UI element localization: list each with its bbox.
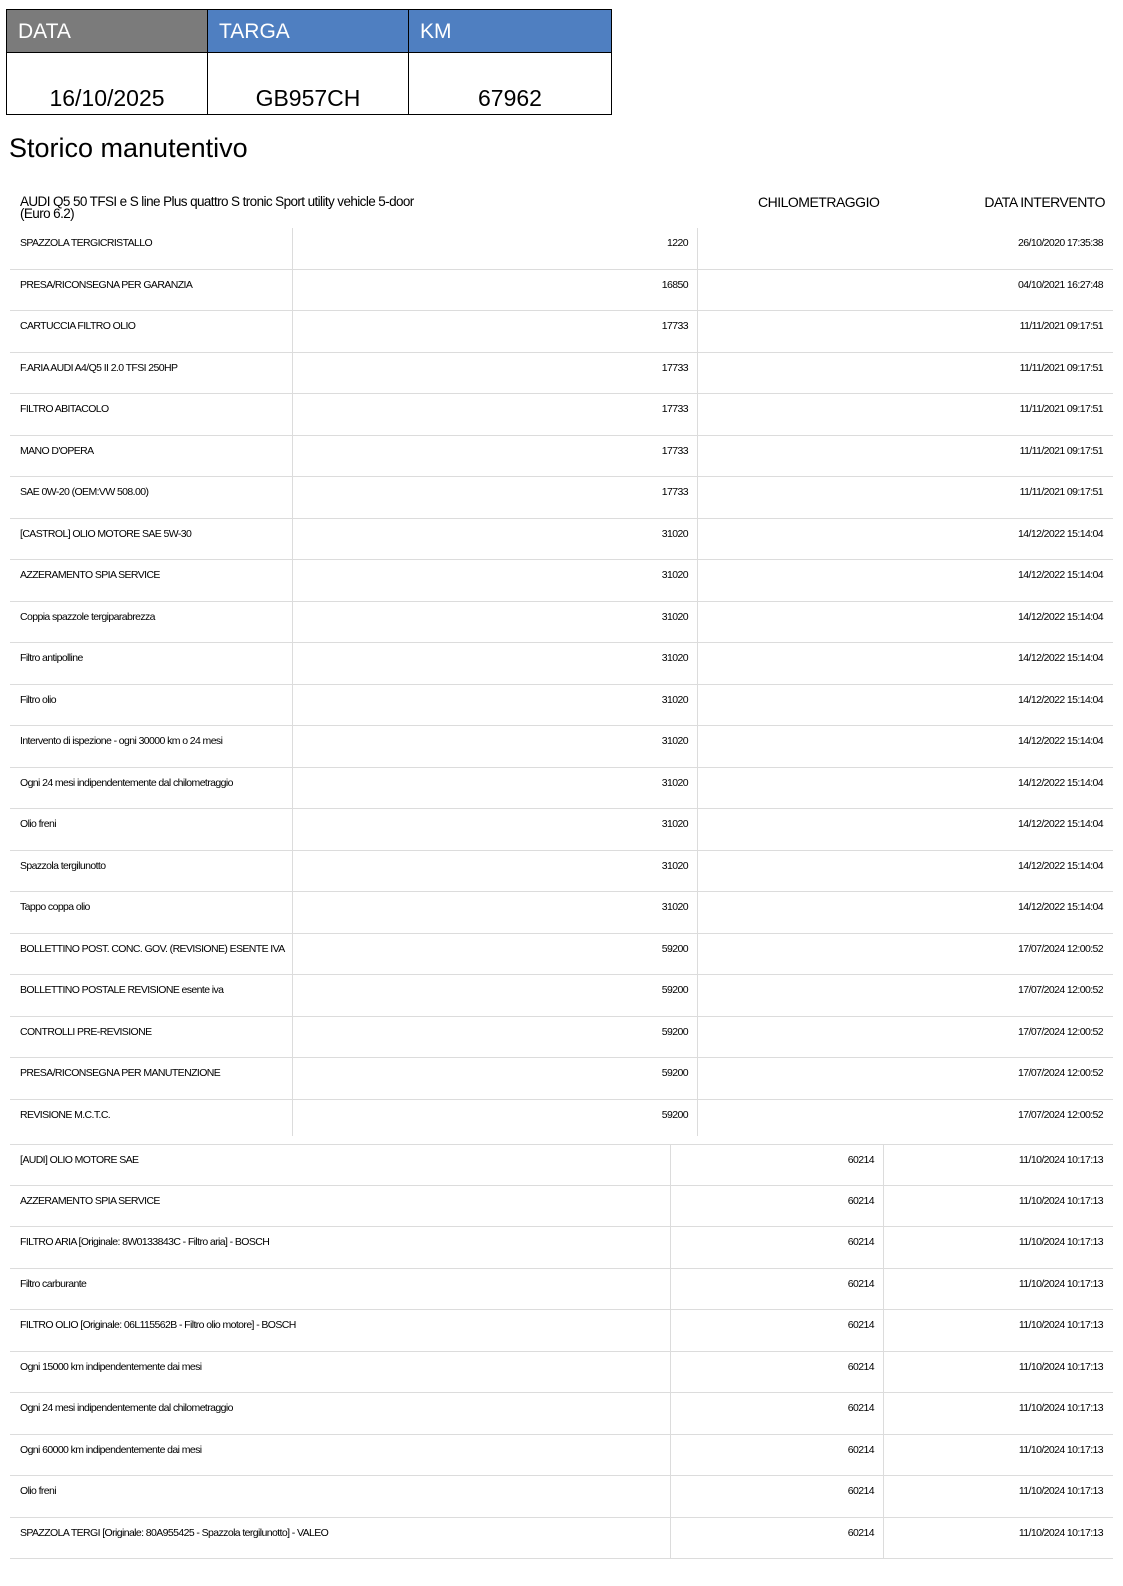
page-title: Storico manutentivo [9, 133, 248, 163]
table-row [10, 934, 1113, 976]
table-row [10, 1227, 1113, 1269]
intervention-km: 60214 [671, 1393, 884, 1434]
table-row [10, 602, 1113, 644]
intervention-km: 60214 [671, 1269, 884, 1310]
intervention-name: Ogni 24 mesi indipendentemente dal chilometraggio [10, 768, 293, 809]
intervention-km: 60214 [671, 1186, 884, 1227]
intervention-km: 17733 [293, 394, 698, 435]
maintenance-table-2 [10, 1144, 1113, 1559]
intervention-date: 14/12/2022 15:14:04 [1018, 652, 1103, 664]
table-row [10, 726, 1113, 768]
km-column [408, 10, 611, 114]
intervention-name: Filtro antipolline [10, 643, 293, 684]
intervention-name: Filtro carburante [10, 1269, 671, 1310]
intervention-name: Spazzola tergilunotto [10, 851, 293, 892]
intervention-km: 59200 [293, 975, 698, 1016]
intervention-name: FILTRO OLIO [Originale: 06L115562B - Filtro olio motore] - BOSCH [10, 1310, 671, 1351]
table-row [10, 685, 1113, 727]
table-row [10, 560, 1113, 602]
table-row [10, 477, 1113, 519]
intervention-km: 17733 [293, 477, 698, 518]
table-row [10, 1144, 1113, 1186]
intervention-km: 16850 [293, 270, 698, 311]
plate-label: TARGA [208, 10, 408, 53]
intervention-name: Tappo coppa olio [10, 892, 293, 933]
intervention-name: AZZERAMENTO SPIA SERVICE [10, 560, 293, 601]
table-row [10, 1186, 1113, 1228]
intervention-date: 26/10/2020 17:35:38 [1018, 237, 1103, 249]
intervention-date: 14/12/2022 15:14:04 [1018, 859, 1103, 872]
km-value: 67962 [478, 85, 542, 111]
table-row [10, 1476, 1113, 1518]
table-row [10, 353, 1113, 395]
intervention-km: 31020 [293, 560, 698, 601]
intervention-km: 31020 [293, 851, 698, 892]
intervention-name: PRESA/RICONSEGNA PER GARANZIA [10, 270, 293, 311]
intervention-date: 11/11/2021 09:17:51 [1019, 444, 1103, 457]
maintenance-table-1 [10, 228, 1113, 1136]
intervention-km: 31020 [293, 602, 698, 643]
intervention-date: 14/12/2022 15:14:04 [1018, 610, 1103, 623]
intervention-km: 17733 [293, 353, 698, 394]
intervention-km: 31020 [293, 685, 698, 726]
intervention-name: AZZERAMENTO SPIA SERVICE [10, 1186, 671, 1227]
intervention-name: Filtro olio [10, 685, 293, 726]
intervention-km: 60214 [671, 1518, 884, 1559]
intervention-km: 60214 [671, 1352, 884, 1393]
intervention-date: 14/12/2022 15:14:04 [1018, 818, 1103, 830]
intervention-name: Ogni 24 mesi indipendentemente dal chilometraggio [10, 1393, 671, 1434]
date-column [7, 10, 207, 114]
intervention-date: 11/10/2024 10:17:13 [1018, 1277, 1103, 1290]
intervention-name: REVISIONE M.C.T.C. [10, 1100, 293, 1137]
intervention-km: 60214 [671, 1227, 884, 1268]
intervention-name: SAE 0W-20 (OEM:VW 508.00) [10, 477, 293, 518]
plate-column [207, 10, 408, 114]
intervention-km: 60214 [671, 1310, 884, 1351]
table-row [10, 311, 1113, 353]
intervention-km: 60214 [671, 1435, 884, 1476]
intervention-name: [CASTROL] OLIO MOTORE SAE 5W-30 [10, 519, 293, 560]
intervention-km: 31020 [293, 809, 698, 850]
intervention-km: 59200 [293, 1017, 698, 1058]
table-row [10, 1352, 1113, 1394]
table-row [10, 1100, 1113, 1137]
intervention-name: [AUDI] OLIO MOTORE SAE [10, 1145, 671, 1185]
intervention-km: 31020 [293, 892, 698, 933]
intervention-date: 11/10/2024 10:17:13 [1018, 1319, 1103, 1331]
table-row [10, 975, 1113, 1017]
intervention-name: Coppia spazzole tergiparabrezza [10, 602, 293, 643]
maintenance-table-header [10, 190, 1113, 228]
intervention-date: 14/12/2022 15:14:04 [1018, 569, 1103, 581]
intervention-date: 04/10/2021 16:27:48 [1018, 278, 1103, 291]
intervention-date: 14/12/2022 15:14:04 [1018, 735, 1103, 747]
intervention-date: 14/12/2022 15:14:04 [1018, 527, 1103, 540]
date-value: 16/10/2025 [49, 85, 165, 111]
intervention-km: 59200 [293, 934, 698, 975]
column-header-date: DATA INTERVENTO [984, 194, 1105, 210]
table-row [10, 892, 1113, 934]
table-row [10, 1310, 1113, 1352]
vehicle-name: AUDI Q5 50 TFSI e S line Plus quattro S tronic Sport utility vehicle 5-door (Euro 6.2) [20, 194, 414, 221]
table-row [10, 436, 1113, 478]
table-row [10, 394, 1113, 436]
intervention-date: 17/07/2024 12:00:52 [1018, 942, 1103, 955]
intervention-name: Olio freni [10, 809, 293, 850]
intervention-name: CARTUCCIA FILTRO OLIO [10, 311, 293, 352]
intervention-km: 31020 [293, 768, 698, 809]
intervention-name: FILTRO ABITACOLO [10, 394, 293, 435]
intervention-name: SPAZZOLA TERGICRISTALLO [10, 228, 293, 269]
date-label: DATA [7, 10, 207, 53]
intervention-date: 11/10/2024 10:17:13 [1018, 1526, 1103, 1539]
intervention-km: 31020 [293, 519, 698, 560]
table-row [10, 519, 1113, 561]
intervention-name: MANO D'OPERA [10, 436, 293, 477]
intervention-name: CONTROLLI PRE-REVISIONE [10, 1017, 293, 1058]
intervention-km: 17733 [293, 311, 698, 352]
intervention-date: 17/07/2024 12:00:52 [1018, 1067, 1103, 1079]
intervention-name: BOLLETTINO POSTALE REVISIONE esente iva [10, 975, 293, 1016]
table-row [10, 1518, 1113, 1560]
table-row [10, 1017, 1113, 1059]
intervention-name: BOLLETTINO POST. CONC. GOV. (REVISIONE) ESENTE IVA [10, 934, 293, 975]
intervention-km: 60214 [671, 1145, 884, 1185]
intervention-date: 11/11/2021 09:17:51 [1019, 486, 1103, 498]
intervention-date: 11/10/2024 10:17:13 [1018, 1443, 1103, 1456]
intervention-km: 1220 [293, 228, 698, 269]
intervention-km: 31020 [293, 726, 698, 767]
table-row [10, 643, 1113, 685]
plate-value: GB957CH [255, 85, 361, 111]
column-header-km: CHILOMETRAGGIO [758, 194, 880, 210]
intervention-name: Intervento di ispezione - ogni 30000 km o 24 mesi [10, 726, 293, 767]
intervention-date: 11/10/2024 10:17:13 [1018, 1236, 1103, 1248]
intervention-date: 14/12/2022 15:14:04 [1018, 776, 1103, 789]
intervention-name: PRESA/RICONSEGNA PER MANUTENZIONE [10, 1058, 293, 1099]
intervention-km: 59200 [293, 1058, 698, 1099]
table-row [10, 1058, 1113, 1100]
vehicle-summary-table [6, 9, 612, 115]
intervention-km: 59200 [293, 1100, 698, 1137]
intervention-date: 17/07/2024 12:00:52 [1018, 1108, 1103, 1121]
intervention-name: SPAZZOLA TERGI [Originale: 80A955425 - Spazzola tergilunotto] - VALEO [10, 1518, 671, 1559]
intervention-date: 11/10/2024 10:17:13 [1018, 1485, 1103, 1497]
intervention-date: 11/11/2021 09:17:51 [1019, 320, 1103, 332]
intervention-name: FILTRO ARIA [Originale: 8W0133843C - Filtro aria] - BOSCH [10, 1227, 671, 1268]
intervention-km: 60214 [671, 1476, 884, 1517]
intervention-date: 11/11/2021 09:17:51 [1019, 361, 1103, 374]
intervention-date: 17/07/2024 12:00:52 [1018, 984, 1103, 996]
table-row [10, 768, 1113, 810]
intervention-name: Olio freni [10, 1476, 671, 1517]
intervention-date: 11/10/2024 10:17:13 [1018, 1194, 1103, 1207]
intervention-name: Ogni 60000 km indipendentemente dai mesi [10, 1435, 671, 1476]
intervention-km: 17733 [293, 436, 698, 477]
intervention-date: 11/10/2024 10:17:13 [1018, 1360, 1103, 1373]
intervention-date: 11/11/2021 09:17:51 [1019, 403, 1103, 415]
table-row [10, 1435, 1113, 1477]
table-row [10, 809, 1113, 851]
intervention-name: Ogni 15000 km indipendentemente dai mesi [10, 1352, 671, 1393]
table-row [10, 270, 1113, 312]
table-row [10, 228, 1113, 270]
intervention-date: 11/10/2024 10:17:13 [1018, 1402, 1103, 1414]
km-label: KM [409, 10, 611, 53]
intervention-km: 31020 [293, 643, 698, 684]
intervention-date: 14/12/2022 15:14:04 [1018, 901, 1103, 913]
table-row [10, 1269, 1113, 1311]
table-row [10, 1393, 1113, 1435]
intervention-date: 11/10/2024 10:17:13 [1018, 1154, 1103, 1166]
intervention-name: F.ARIA AUDI A4/Q5 II 2.0 TFSI 250HP [10, 353, 293, 394]
table-row [10, 851, 1113, 893]
intervention-date: 17/07/2024 12:00:52 [1018, 1025, 1103, 1038]
intervention-date: 14/12/2022 15:14:04 [1018, 693, 1103, 706]
